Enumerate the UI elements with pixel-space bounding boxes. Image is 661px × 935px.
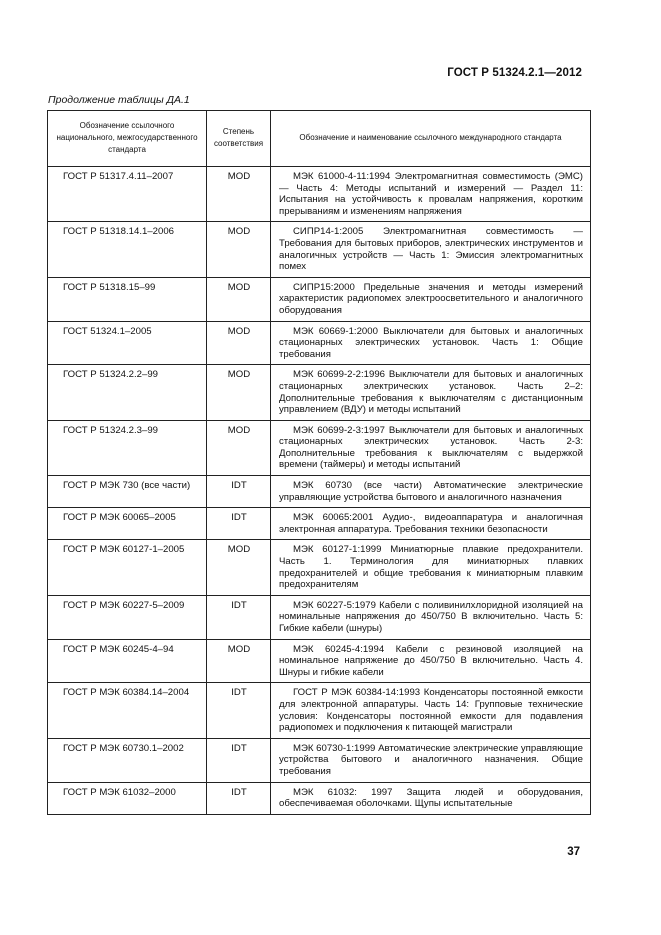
international-standard-cell: МЭК 60699-2-3:1997 Выключатели для бытовых и аналогичных стационарных электрических установок. Часть 2-3: Дополнительные требования к выключателям с выдержкой времени (таймеры) и методы испытаний [271,420,591,475]
document-code-header: ГОСТ Р 51324.2.1—2012 [447,67,582,79]
degree-of-correspondence-cell: MOD [207,639,271,683]
national-standard-cell: ГОСТ Р МЭК 60384.14–2004 [48,683,207,738]
national-standard-cell: ГОСТ 51324.1–2005 [48,321,207,365]
table-header-row [48,111,591,167]
table-row [48,683,591,738]
international-standard-cell: МЭК 60227-5:1979 Кабели с поливинилхлоридной изоляцией на номинальные напряжения до 450/750 В включительно. Часть 5: Гибкие кабели (шнуры) [271,595,591,639]
national-standard-cell: ГОСТ Р 51324.2.2–99 [48,365,207,420]
international-standard-cell: СИПР14-1:2005 Электромагнитная совместимость — Требования для бытовых приборов, электрических инструментов и аналогичных устройств — Часть 1: Эмиссия электромагнитных помех [271,222,591,277]
degree-of-correspondence-cell: MOD [207,365,271,420]
international-standard-cell: МЭК 60730 (все части) Автоматические электрические управляющие устройства бытового и аналогичного назначения [271,476,591,508]
table-body [48,167,591,815]
table-row [48,738,591,782]
table-row [48,365,591,420]
national-standard-cell: ГОСТ Р 51318.14.1–2006 [48,222,207,277]
degree-of-correspondence-cell: MOD [207,420,271,475]
national-standard-cell: ГОСТ Р МЭК 60245-4–94 [48,639,207,683]
international-standard-cell: МЭК 61032: 1997 Защита людей и оборудования, обеспечиваемая оболочками. Щупы испытательные [271,782,591,814]
international-standard-cell: МЭК 60730-1:1999 Автоматические электрические управляющие устройства бытового и аналогичного назначения. Общие требования [271,738,591,782]
table-row [48,321,591,365]
table-row [48,277,591,321]
page-number: 37 [567,846,580,858]
international-standard-cell: МЭК 61000-4-11:1994 Электромагнитная совместимость (ЭМС) — Часть 4: Методы испытаний и измерений — Раздел 11: Испытания на устойчивость к провалам напряжения, коротким прерываниям и изменениям напряжения [271,167,591,222]
table-row [48,476,591,508]
table-row [48,167,591,222]
degree-of-correspondence-cell: MOD [207,321,271,365]
national-standard-cell: ГОСТ Р МЭК 730 (все части) [48,476,207,508]
column-header-international: Обозначение и наименование ссылочного международного стандарта [271,111,591,167]
international-standard-cell: МЭК 60127-1:1999 Миниатюрные плавкие предохранители. Часть 1. Терминология для миниатюрных плавких предохранителей и общие требования к миниатюрным плавким предохранителям [271,540,591,595]
national-standard-cell: ГОСТ Р МЭК 61032–2000 [48,782,207,814]
table-row [48,639,591,683]
national-standard-cell: ГОСТ Р МЭК 60065–2005 [48,508,207,540]
table-row [48,540,591,595]
degree-of-correspondence-cell: IDT [207,782,271,814]
degree-of-correspondence-cell: MOD [207,222,271,277]
reference-standards-table [47,110,591,815]
national-standard-cell: ГОСТ Р 51318.15–99 [48,277,207,321]
degree-of-correspondence-cell: IDT [207,738,271,782]
column-header-national: Обозначение ссылочного национального, межгосударственного стандарта [48,111,207,167]
table-row [48,420,591,475]
degree-of-correspondence-cell: IDT [207,683,271,738]
degree-of-correspondence-cell: IDT [207,595,271,639]
degree-of-correspondence-cell: IDT [207,476,271,508]
national-standard-cell: ГОСТ Р 51324.2.3–99 [48,420,207,475]
national-standard-cell: ГОСТ Р МЭК 60127-1–2005 [48,540,207,595]
table-row [48,782,591,814]
degree-of-correspondence-cell: MOD [207,540,271,595]
degree-of-correspondence-cell: MOD [207,277,271,321]
international-standard-cell: МЭК 60699-2-2:1996 Выключатели для бытовых и аналогичных стационарных электрических установок. Часть 2–2: Дополнительные требования к выключателям с дистанционным управлением (ВДУ) и методы испытаний [271,365,591,420]
international-standard-cell: МЭК 60065:2001 Аудио-, видеоаппаратура и аналогичная электронная аппаратура. Требования техники безопасности [271,508,591,540]
international-standard-cell: МЭК 60245-4:1994 Кабели с резиновой изоляцией на номинальное напряжение до 450/750 В включительно. Часть 4. Шнуры и гибкие кабели [271,639,591,683]
column-header-degree: Степень соответствия [207,111,271,167]
table-row [48,508,591,540]
international-standard-cell: МЭК 60669-1:2000 Выключатели для бытовых и аналогичных стационарных электрических установок. Часть 1: Общие требования [271,321,591,365]
international-standard-cell: СИПР15:2000 Предельные значения и методы измерений характеристик радиопомех электроосветительного и аналогичного оборудования [271,277,591,321]
degree-of-correspondence-cell: IDT [207,508,271,540]
table-row [48,222,591,277]
international-standard-cell: ГОСТ Р МЭК 60384-14:1993 Конденсаторы постоянной емкости для электронной аппаратуры. Часть 14: Групповые технические условия: Конденсаторы постоянной емкости для подавления радиопомех и подключения к питающей магистрали [271,683,591,738]
table-caption: Продолжение таблицы ДА.1 [48,94,190,106]
national-standard-cell: ГОСТ Р 51317.4.11–2007 [48,167,207,222]
national-standard-cell: ГОСТ Р МЭК 60227-5–2009 [48,595,207,639]
degree-of-correspondence-cell: MOD [207,167,271,222]
national-standard-cell: ГОСТ Р МЭК 60730.1–2002 [48,738,207,782]
table-row [48,595,591,639]
